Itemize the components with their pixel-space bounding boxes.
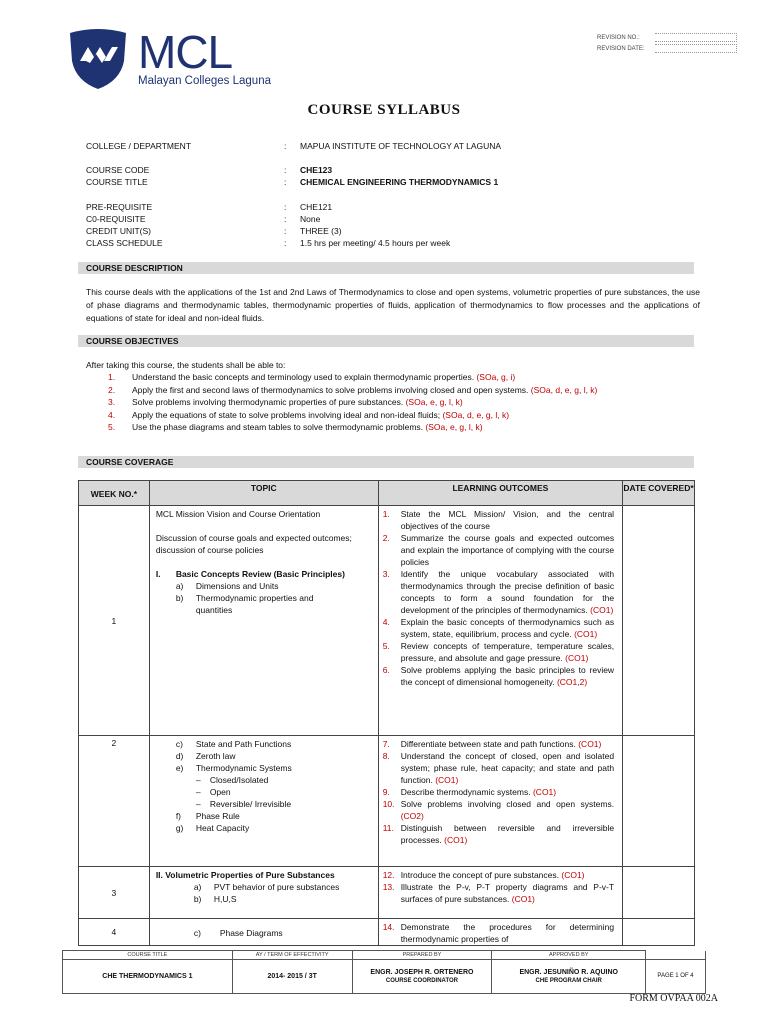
outcome-item: 14. Demonstrate the procedures for determining thermodynamic properties of	[382, 922, 615, 944]
topic-cell: c) Phase Diagrams	[149, 919, 378, 946]
info-row: CREDIT UNIT(S) : THREE (3)	[86, 225, 342, 236]
list-item: 3. Solve problems involving thermodynamic properties of pure substances. (SOa, e, g, l, k)	[108, 397, 463, 408]
section-header-description: COURSE DESCRIPTION	[78, 262, 694, 274]
info-row: COURSE CODE : CHE123	[86, 165, 333, 176]
outcome-item: 6. Solve problems applying the basic principles to review the concept of dimensional homogeneity. (CO1,2)	[382, 665, 615, 687]
footer-term: 2014- 2015 / 3T	[232, 960, 352, 994]
revision-no-label: REVISION NO.:	[597, 34, 640, 41]
outcome-item: 5. Review concepts of temperature, temperature scales, pressure, and absolute and gage pressure. (CO1)	[382, 641, 615, 663]
revision-box	[597, 32, 737, 54]
col-week: WEEK NO.*	[79, 481, 150, 506]
outcome-item: 11. Distinguish between reversible and irreversible processes. (CO1)	[382, 823, 615, 845]
info-row: COURSE TITLE : CHEMICAL ENGINEERING THERMODYNAMICS 1	[86, 177, 499, 188]
info-row: PRE-REQUISITE : CHE121	[86, 201, 333, 212]
outcome-item: 8. Understand the concept of closed, open and isolated system; phase rule, heat capacity; and state and path function. (CO1)	[382, 751, 615, 785]
date-covered-cell	[623, 919, 695, 946]
date-covered-cell	[623, 506, 695, 736]
shield-logo-icon	[66, 27, 130, 91]
outcome-item: 13. Illustrate the P-v, P-T property diagrams and P-v-T surfaces of pure substances. (CO1)	[382, 882, 615, 904]
footer-prepared-by: ENGR. JOSEPH R. ORTENERO COURSE COORDINATOR	[352, 960, 492, 994]
outcome-item: 2. Summarize the course goals and expected outcomes and explain the importance of complying with the course policies	[382, 533, 615, 567]
table-row	[79, 506, 695, 736]
col-topic: TOPIC	[149, 481, 378, 506]
outcome-item: 7. Differentiate between state and path functions. (CO1)	[382, 739, 602, 749]
col-learning-outcomes: LEARNING OUTCOMES	[378, 481, 622, 506]
table-header-row	[79, 481, 695, 506]
course-info	[86, 140, 706, 249]
topic-cell: MCL Mission Vision and Course Orientation Discussion of course goals and expected outcomes; discussion of course policies I. Basic Concepts Review (Basic Principles) a) Dimensions and Units b) Thermodynamic properties and quantities	[149, 506, 378, 736]
outcomes-cell	[378, 867, 622, 919]
outcome-item: 3. Identify the unique vocabulary associated with thermodynamics through the precise definition of basic concepts to form a sound foundation for the development of the principles of thermodynamics. (CO1)	[382, 569, 615, 615]
outcomes-cell	[378, 736, 622, 867]
section-header-objectives: COURSE OBJECTIVES	[78, 335, 694, 347]
week-number: 1	[79, 506, 150, 736]
topic-cell: II. Volumetric Properties of Pure Substances a) PVT behavior of pure substances b) H,U,S	[149, 867, 378, 919]
objectives-list	[108, 372, 704, 435]
list-item: 4. Apply the equations of state to solve problems involving ideal and non-ideal fluids; (SOa, d, e, g, l, k)	[108, 409, 510, 420]
list-item: 1. Understand the basic concepts and terminology used to explain thermodynamic properties. (SOa, g, i)	[108, 372, 516, 382]
page-title: COURSE SYLLABUS	[307, 102, 461, 118]
course-description-text: This course deals with the applications of the 1st and 2nd Laws of Thermodynamics to close and open systems, volumetric properties of pure substances, the use of phase diagrams and thermodynamic tables, thermodynamic properties of fluids, application of thermodynamics to flow processes and the applications of equations of state for ideal and non-ideal fluids.	[86, 287, 700, 324]
section-header-coverage: COURSE COVERAGE	[78, 456, 694, 468]
footer-approved-by: ENGR. JESUNIÑO R. AQUINO CHE PROGRAM CHAIR	[492, 960, 646, 994]
footer-page-number: PAGE 1 OF 4	[646, 960, 706, 994]
outcome-item: 4. Explain the basic concepts of thermodynamics such as system, state, equilibrium, process and cycle. (CO1)	[382, 617, 615, 639]
info-row: C0-REQUISITE : None	[86, 213, 321, 224]
outcome-item: 12. Introduce the concept of pure substances. (CO1)	[382, 870, 585, 880]
logo-subtitle: Malayan Colleges Laguna	[138, 75, 271, 87]
outcomes-cell	[378, 506, 622, 736]
logo-text: MCL	[138, 26, 233, 78]
info-row: COLLEGE / DEPARTMENT : MAPUA INSTITUTE OF TECHNOLOGY AT LAGUNA	[86, 141, 502, 151]
week-number: 3	[79, 867, 150, 919]
week-number: 2	[79, 736, 150, 867]
topic-cell: c) State and Path Functions d) Zeroth law e) Thermodynamic Systems – Closed/Isolated – Open – Reversible/ Irrevisible f) Phase Rule g) Heat Capacity	[149, 736, 378, 867]
table-row	[79, 867, 695, 919]
mcl-logo	[66, 26, 271, 91]
revision-no-field	[655, 33, 737, 42]
course-coverage-table	[78, 480, 695, 946]
outcome-item: 9. Describe thermodynamic systems. (CO1)	[382, 787, 557, 797]
revision-date-field	[655, 44, 737, 53]
date-covered-cell	[623, 867, 695, 919]
form-code: FORM OVPAA 002A	[629, 993, 718, 1004]
col-date-covered: DATE COVERED*	[623, 481, 695, 506]
list-item: 2. Apply the first and second laws of thermodynamics to solve problems involving closed and open systems. (SOa, d, e, g, l, k)	[108, 384, 598, 395]
info-row: CLASS SCHEDULE : 1.5 hrs per meeting/ 4.5 hours per week	[86, 238, 451, 249]
footer-course-title: CHE THERMODYNAMICS 1	[63, 960, 233, 994]
date-covered-cell	[623, 736, 695, 867]
outcome-item: 10. Solve problems involving closed and open systems. (CO2)	[382, 799, 615, 821]
table-row	[79, 736, 695, 867]
footer-table: COURSE TITLE AY / TERM OF EFFECTIVITY PREPARED BY APPROVED BY CHE THERMODYNAMICS 1 2014- 2015 / 3T ENGR. JOSEPH R. ORTENERO COURSE COORDINATOR ENGR. JESUNIÑO R. AQUINO CHE PROGRAM CHAIR PAGE 1 OF 4	[62, 950, 706, 994]
outcomes-cell	[378, 919, 622, 946]
list-item: 5. Use the phase diagrams and steam tables to solve thermodynamic problems. (SOa, e, g, l, k)	[108, 422, 483, 433]
week-number: 4	[79, 919, 150, 946]
objectives-intro: After taking this course, the students shall be able to:	[86, 360, 286, 370]
revision-date-label: REVISION DATE:	[597, 45, 645, 52]
outcome-item: 1. State the MCL Mission/ Vision, and the central objectives of the course	[382, 509, 615, 531]
table-row	[79, 919, 695, 946]
